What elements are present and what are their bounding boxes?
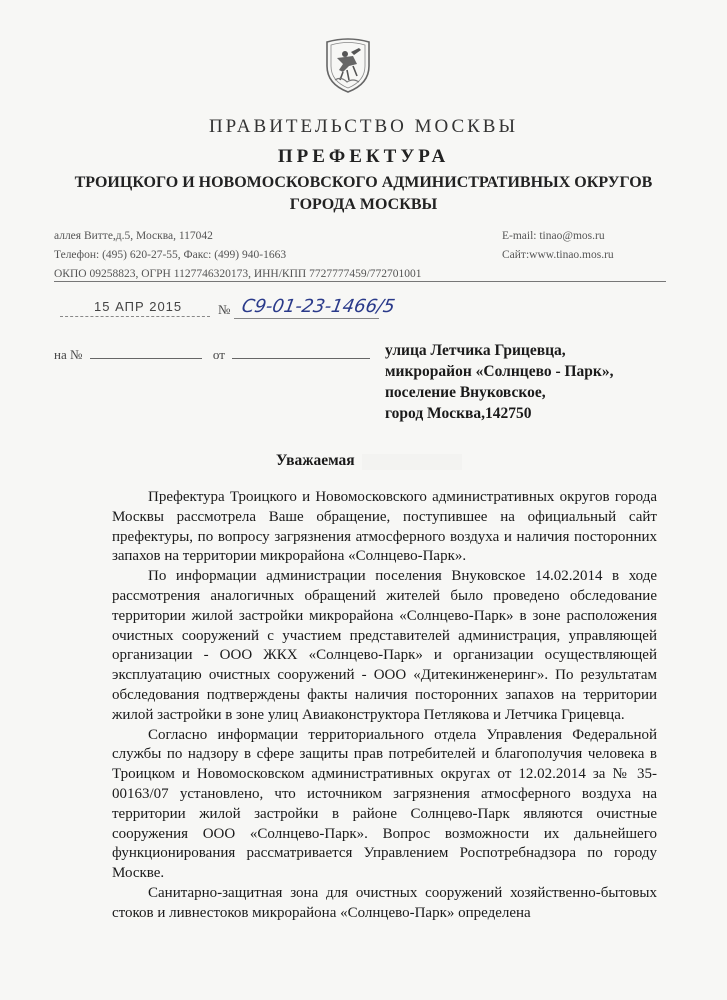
registration-date-line xyxy=(60,316,210,317)
addressee-line-3: поселение Внуковское, xyxy=(385,384,546,401)
reference-date-blank xyxy=(232,346,370,359)
addressee-line-2: микрорайон «Солнцево - Парк», xyxy=(385,363,614,380)
reference-row xyxy=(54,346,370,363)
okrug-title: ТРОИЦКОГО И НОВОМОСКОВСКОГО АДМИНИСТРАТИВНЫХ ОКРУГОВ xyxy=(74,174,653,191)
header-divider xyxy=(54,281,666,282)
registration-date-stamp: 15 АПР 2015 xyxy=(94,299,183,314)
addressee-block xyxy=(385,340,613,424)
registration-number-line xyxy=(234,318,379,319)
greeting: Уважаемая xyxy=(276,452,355,469)
contact-email: E-mail: tinao@mos.ru xyxy=(502,230,605,242)
prefecture-title: ПРЕФЕКТУРА xyxy=(277,146,450,167)
registration-number-label: № xyxy=(218,302,231,317)
moscow-coat-of-arms-emblem xyxy=(323,36,373,94)
contacts-left xyxy=(54,227,422,284)
contacts-right xyxy=(502,227,614,265)
contact-codes: ОКПО 09258823, ОГРН 1127746320173, ИНН/КПП 7727777459/772701001 xyxy=(54,268,422,280)
addressee-line-4: город Москва,142750 xyxy=(385,405,532,422)
government-title: ПРАВИТЕЛЬСТВО МОСКВЫ xyxy=(208,116,519,137)
contact-site: Сайт:www.tinao.mos.ru xyxy=(502,249,614,261)
city-title: ГОРОДА МОСКВЫ xyxy=(289,196,438,213)
body-paragraph-4: Санитарно-защитная зона для очистных сооружений хозяйственно-бытовых стоков и ливнестоков микрорайона «Солнцево-Парк» определена xyxy=(112,884,657,921)
registration-number-handwritten: С9-01-23-1466/5 xyxy=(240,296,397,317)
body-paragraph-1: Префектура Троицкого и Новомосковского административных округов города Москвы рассмотрела Ваше обращение, поступившее на официальный сайт префектуры, по вопросу загрязнения атмосферного воздуха и наличия посторонних запахов на территории микрорайона «Солнцево-Парк». xyxy=(112,489,657,565)
redacted-name xyxy=(362,454,462,470)
reference-number-blank xyxy=(90,346,202,359)
contact-address: аллея Витте,д.5, Москва, 117042 xyxy=(54,230,213,242)
letter-body xyxy=(112,488,657,924)
body-paragraph-2: По информации администрации поселения Внуковское 14.02.2014 в ходе рассмотрения аналогичных обращений жителей было проведено обследование территории жилой застройки микрорайона «Солнцево-Парк» в зоне расположения очистных сооружений с участием представителей администрация, управляющей организации - ООО ЖКХ «Солнцево-Парк» и организации осуществляющей эксплуатацию очистных сооружений - ООО «Дитекинженеринг». По результатам обследования подтверждены факты наличия посторонних запахов на территории жилой застройки в зоне улиц Авиаконструктора Петлякова и Летчика Грицевца. xyxy=(112,568,657,723)
body-paragraph-3: Согласно информации территориального отдела Управления Федеральной службы по надзору в сфере защиты прав потребителей и благополучия человека в Троицком и Новомосковском административных округах от 12.02.2014 за № 35-00163/07 установлено, что источником загрязнения атмосферного воздуха на территории жилой застройки в районе Солнцево-Парк являются очистные сооружения ООО «Солнцево-Парк». Вопрос возможности их дальнейшего функционирования рассматривается Управлением Роспотребнадзора по городу Москве. xyxy=(112,726,657,882)
reference-date-label: от xyxy=(212,347,225,362)
reference-number-label: на № xyxy=(54,347,83,362)
addressee-line-1: улица Летчика Грицевца, xyxy=(385,342,566,359)
contact-phone: Телефон: (495) 620-27-55, Факс: (499) 940-1663 xyxy=(54,249,287,261)
